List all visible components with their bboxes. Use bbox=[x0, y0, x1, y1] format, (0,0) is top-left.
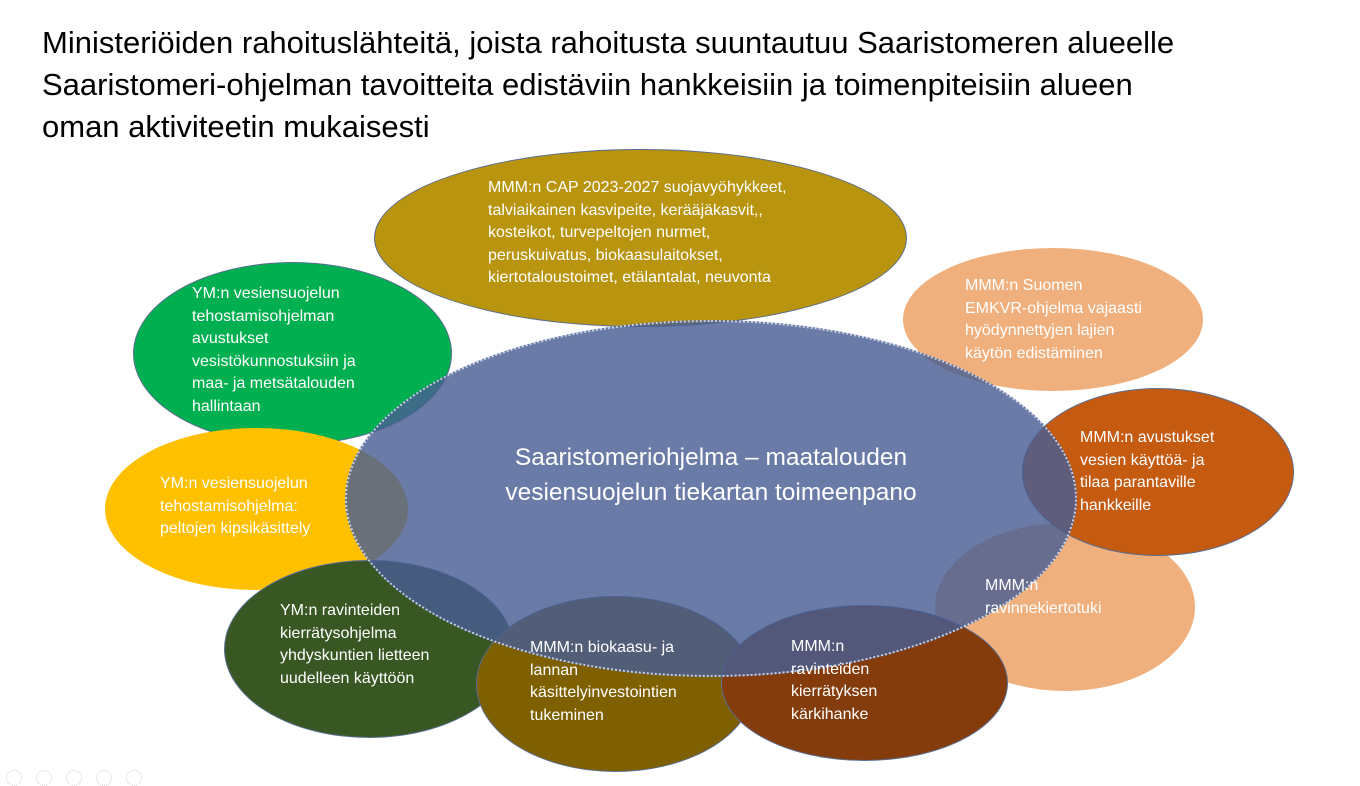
cap-label-line: MMM:n CAP 2023-2027 suojavyöhykkeet, bbox=[488, 179, 787, 196]
ym-vesiensuojelu-label-line: tehostamisohjelman bbox=[192, 307, 335, 325]
cap-label-line: talviaikainen kasvipeite, kerääjäkasvit,, bbox=[488, 201, 763, 219]
title-line-2: Saaristomeri-ohjelman tavoitteita edistäviin hankkeisiin ja toimenpiteisiin alueen bbox=[42, 67, 1133, 102]
center-label-line: Saaristomeriohjelma – maatalouden bbox=[514, 444, 908, 471]
ravinnekiertotuki-label bbox=[985, 575, 1102, 620]
ravinteiden-kierratys-label-line: uudelleen käyttöön bbox=[280, 669, 415, 687]
ravinnekiertotuki-label-line: ravinnekiertotuki bbox=[985, 599, 1102, 617]
kipsi-label-line: tehostamisohjelma: bbox=[160, 497, 298, 515]
ravinteiden-kierratys-label bbox=[280, 600, 429, 690]
ravinteiden-kierratys-label-line: YM:n ravinteiden bbox=[280, 602, 401, 619]
emkvr-label bbox=[965, 275, 1142, 365]
biokaasu-label-line: lannan bbox=[530, 661, 579, 679]
cap-label-line: kosteikot, turvepeltojen nurmet, bbox=[488, 224, 711, 241]
biokaasu-label-line: tukeminen bbox=[530, 706, 604, 724]
ym-vesiensuojelu-label-line: avustukset bbox=[192, 330, 269, 347]
ym-vesiensuojelu-label-line: maa- ja metsätalouden bbox=[192, 375, 355, 392]
kipsi-label bbox=[160, 473, 310, 541]
center-label bbox=[430, 440, 992, 510]
kipsi-label-line: YM:n vesiensuojelun bbox=[160, 475, 308, 492]
ravinteiden-kierratys-label-line: kierrätysohjelma bbox=[280, 624, 397, 642]
emkvr-label-line: hyödynnettyjen lajien bbox=[965, 322, 1115, 339]
cap-label-line: kiertotaloustoimet, etälantalat, neuvonta bbox=[488, 269, 771, 286]
karkihanke-label-line: kierrätyksen bbox=[791, 683, 878, 700]
biokaasu-label bbox=[530, 637, 677, 727]
karkihanke-label bbox=[791, 636, 877, 726]
biokaasu-label-line: käsittelyinvestointien bbox=[530, 684, 677, 701]
emkvr-label-line: MMM:n Suomen bbox=[965, 277, 1083, 294]
center-label-line: vesiensuojelun tiekartan toimeenpano bbox=[505, 479, 917, 506]
title-line-3: oman aktiviteetin mukaisesti bbox=[42, 109, 430, 144]
avustukset-label-line: hankkeille bbox=[1080, 496, 1152, 514]
cap-label-line: peruskuivatus, biokaasulaitokset, bbox=[488, 246, 723, 264]
kipsi-label-line: peltojen kipsikäsittely bbox=[160, 520, 311, 537]
avustukset-label-line: vesien käyttöä- ja bbox=[1080, 451, 1205, 469]
avustukset-label bbox=[1080, 427, 1214, 517]
ym-vesiensuojelu-label-line: vesistökunnostuksiin ja bbox=[192, 352, 356, 370]
ym-vesiensuojelu-label-line: hallintaan bbox=[192, 397, 261, 415]
biokaasu-label-line: MMM:n biokaasu- ja bbox=[530, 639, 675, 656]
avustukset-label-line: MMM:n avustukset bbox=[1080, 429, 1215, 446]
avustukset-label-line: tilaa parantaville bbox=[1080, 474, 1196, 491]
karkihanke-label-line: MMM:n bbox=[791, 638, 845, 655]
ravinteiden-kierratys-label-line: yhdyskuntien lietteen bbox=[280, 647, 430, 664]
emkvr-label-line: EMKVR-ohjelma vajaasti bbox=[965, 299, 1142, 317]
ym-vesiensuojelu-label bbox=[192, 283, 356, 418]
karkihanke-label-line: kärkihanke bbox=[791, 705, 869, 723]
slide-dots-decoration bbox=[0, 770, 160, 783]
emkvr-label-line: käytön edistäminen bbox=[965, 344, 1103, 362]
karkihanke-label-line: ravinteiden bbox=[791, 660, 870, 678]
cap-label bbox=[488, 177, 787, 290]
ym-vesiensuojelu-label-line: YM:n vesiensuojelun bbox=[192, 285, 340, 302]
title-line-1: Ministeriöiden rahoituslähteitä, joista rahoitusta suuntautuu Saaristomeren alueelle bbox=[42, 25, 1175, 60]
page-title bbox=[42, 22, 1332, 148]
ravinnekiertotuki-label-line: MMM:n bbox=[985, 577, 1039, 594]
